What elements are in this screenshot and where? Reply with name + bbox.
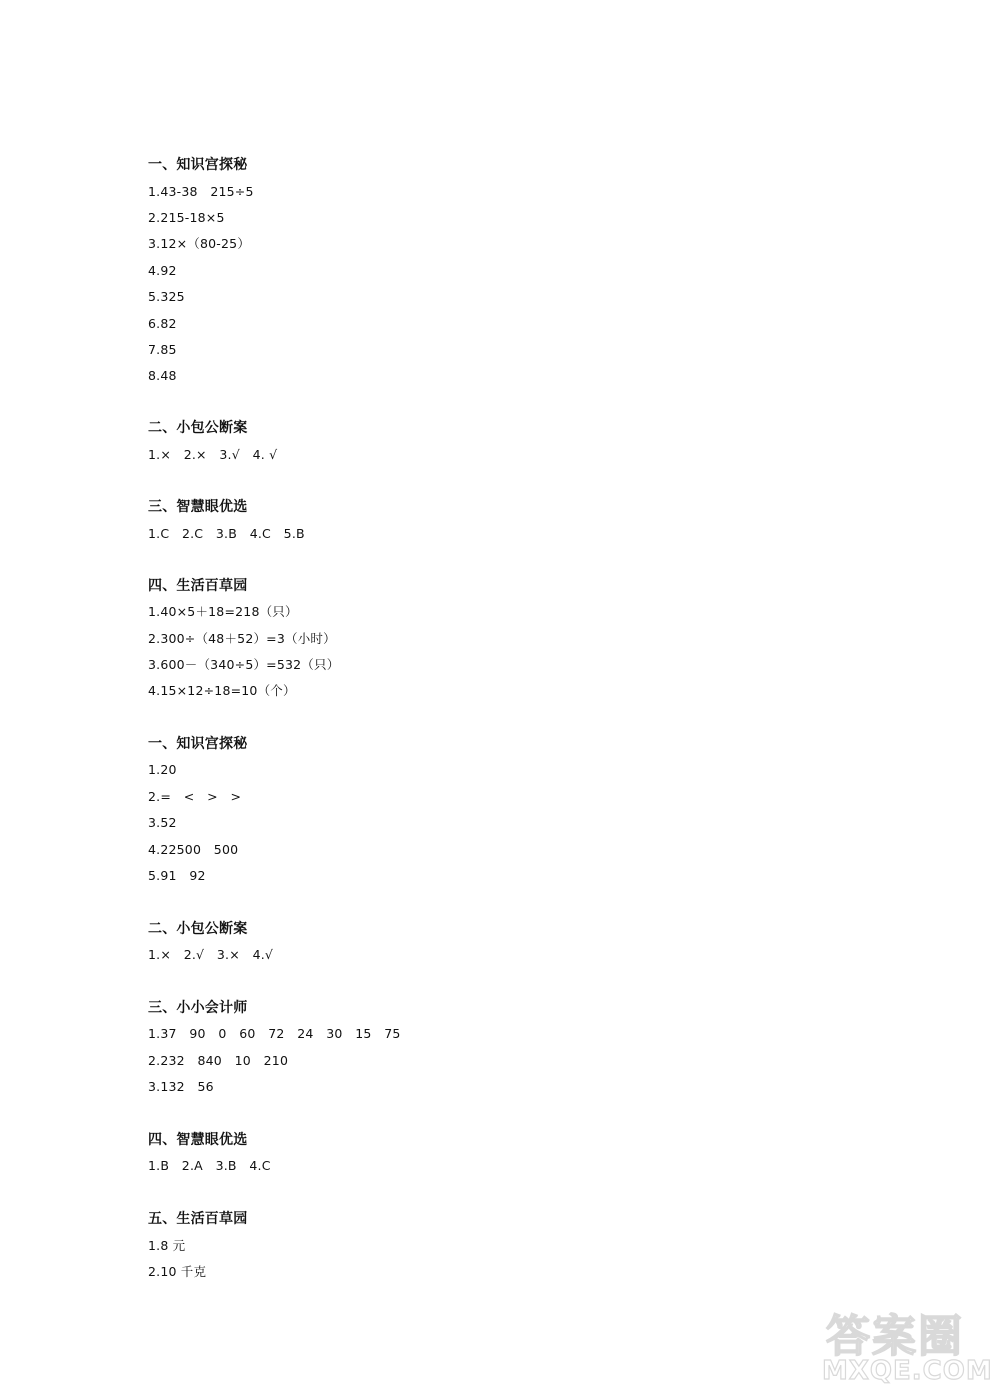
answer-line: 1.20	[148, 762, 177, 777]
section-heading: 三、智慧眼优选	[148, 499, 248, 515]
answer-line: 3.52	[148, 815, 177, 830]
answer-line: 1.43-38 215÷5	[148, 184, 254, 199]
answer-line: 1.37 90 0 60 72 24 30 15 75	[148, 1026, 401, 1041]
section-heading: 五、生活百草园	[148, 1211, 248, 1227]
answer-line: 2.232 840 10 210	[148, 1053, 289, 1068]
section-heading: 二、小包公断案	[148, 921, 248, 937]
answer-line: 4.92	[148, 263, 177, 278]
site-watermark	[822, 1300, 994, 1388]
answer-line: 8.48	[148, 368, 177, 383]
answer-line: 1.40×5＋18=218（只）	[148, 604, 298, 619]
section-heading: 二、小包公断案	[148, 420, 248, 436]
answer-line: 7.85	[148, 342, 177, 357]
answer-line: 2.300÷（48＋52）=3（小时）	[148, 631, 336, 646]
section-heading: 四、生活百草园	[148, 578, 248, 594]
answer-line: 6.82	[148, 316, 177, 331]
answer-line: 5.325	[148, 289, 185, 304]
answer-line: 3.600－（340÷5）=532（只）	[148, 657, 340, 672]
answer-line: 3.12×（80-25）	[148, 236, 251, 251]
watermark-logo-text: 答案圈	[826, 1311, 964, 1362]
answer-line: 1.× 2.× 3.√ 4. √	[148, 447, 278, 462]
answer-line: 4.15×12÷18=10（个）	[148, 683, 296, 698]
answer-line: 1.× 2.√ 3.× 4.√	[148, 947, 274, 962]
answer-line: 1.8 元	[148, 1238, 186, 1253]
answer-line: 1.C 2.C 3.B 4.C 5.B	[148, 526, 305, 541]
section-heading: 一、知识宫探秘	[148, 157, 248, 173]
answer-line: 2.10 千克	[148, 1264, 207, 1279]
answer-line: 5.91 92	[148, 868, 206, 883]
answer-line: 4.22500 500	[148, 842, 239, 857]
answer-line: 3.132 56	[148, 1079, 214, 1094]
section-heading: 一、知识宫探秘	[148, 736, 248, 752]
answer-line: 1.B 2.A 3.B 4.C	[148, 1158, 271, 1173]
section-heading: 四、智慧眼优选	[148, 1132, 248, 1148]
answer-line: 2.= < > >	[148, 789, 242, 804]
answer-line: 2.215-18×5	[148, 210, 225, 225]
watermark-domain-text: MXQE.COM	[822, 1356, 993, 1386]
section-heading: 三、小小会计师	[148, 1000, 248, 1016]
